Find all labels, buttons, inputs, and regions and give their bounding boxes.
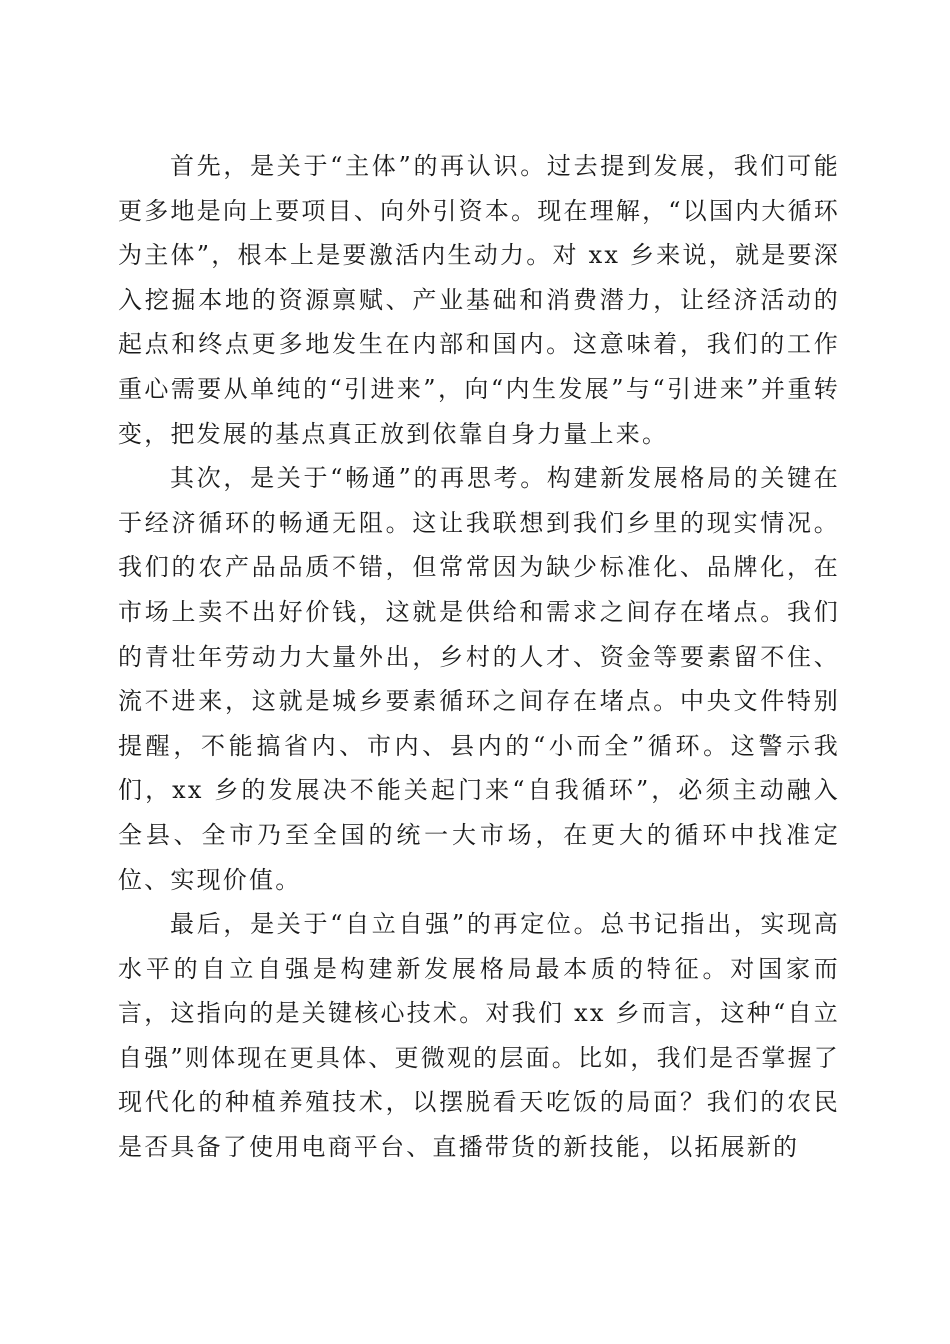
paragraph-smooth-flow: 其次，是关于“畅通”的再思考。构建新发展格局的关键在于经济循环的畅通无阻。这让我联想到我们乡里的现实情况。我们的农产品品质不错，但常常因为缺少标准化、品牌化，在市场上卖不出好价钱，这就是供给和需求之间存在堵点。我们的青壮年劳动力大量外出，乡村的人才、资金等要素留不住、流不进来，这就是城乡要素循环之间存在堵点。中央文件特别提醒，不能搞省内、市内、县内的“小而全”循环。这警示我们，xx 乡的发展决不能关起门来“自我循环”，必须主动融入全县、全市乃至全国的统一大市场，在更大的循环中找准定位、实现价值。 [118, 464, 840, 894]
body-text [118, 144, 840, 1170]
paragraph-subject: 首先，是关于“主体”的再认识。过去提到发展，我们可能更多地是向上要项目、向外引资本。现在理解，“以国内大循环为主体”，根本上是要激活内生动力。对 xx 乡来说，就是要深入挖掘本地的资源禀赋、产业基础和消费潜力，让经济活动的起点和终点更多地发生在内部和国内。这意味着，我们的工作重心需要从单纯的“引进来”，向“内生发展”与“引进来”并重转变，把发展的基点真正放到依靠自身力量上来。 [118, 152, 840, 448]
paragraph-self-reliance: 最后，是关于“自立自强”的再定位。总书记指出，实现高水平的自立自强是构建新发展格局最本质的特征。对国家而言，这指向的是关键核心技术。对我们 xx 乡而言，这种“自立自强”则体现在更具体、更微观的层面。比如，我们是否掌握了现代化的种植养殖技术，以摆脱看天吃饭的局面？我们的农民是否具备了使用电商平台、直播带货的新技能，以拓展新的 [118, 910, 840, 1162]
